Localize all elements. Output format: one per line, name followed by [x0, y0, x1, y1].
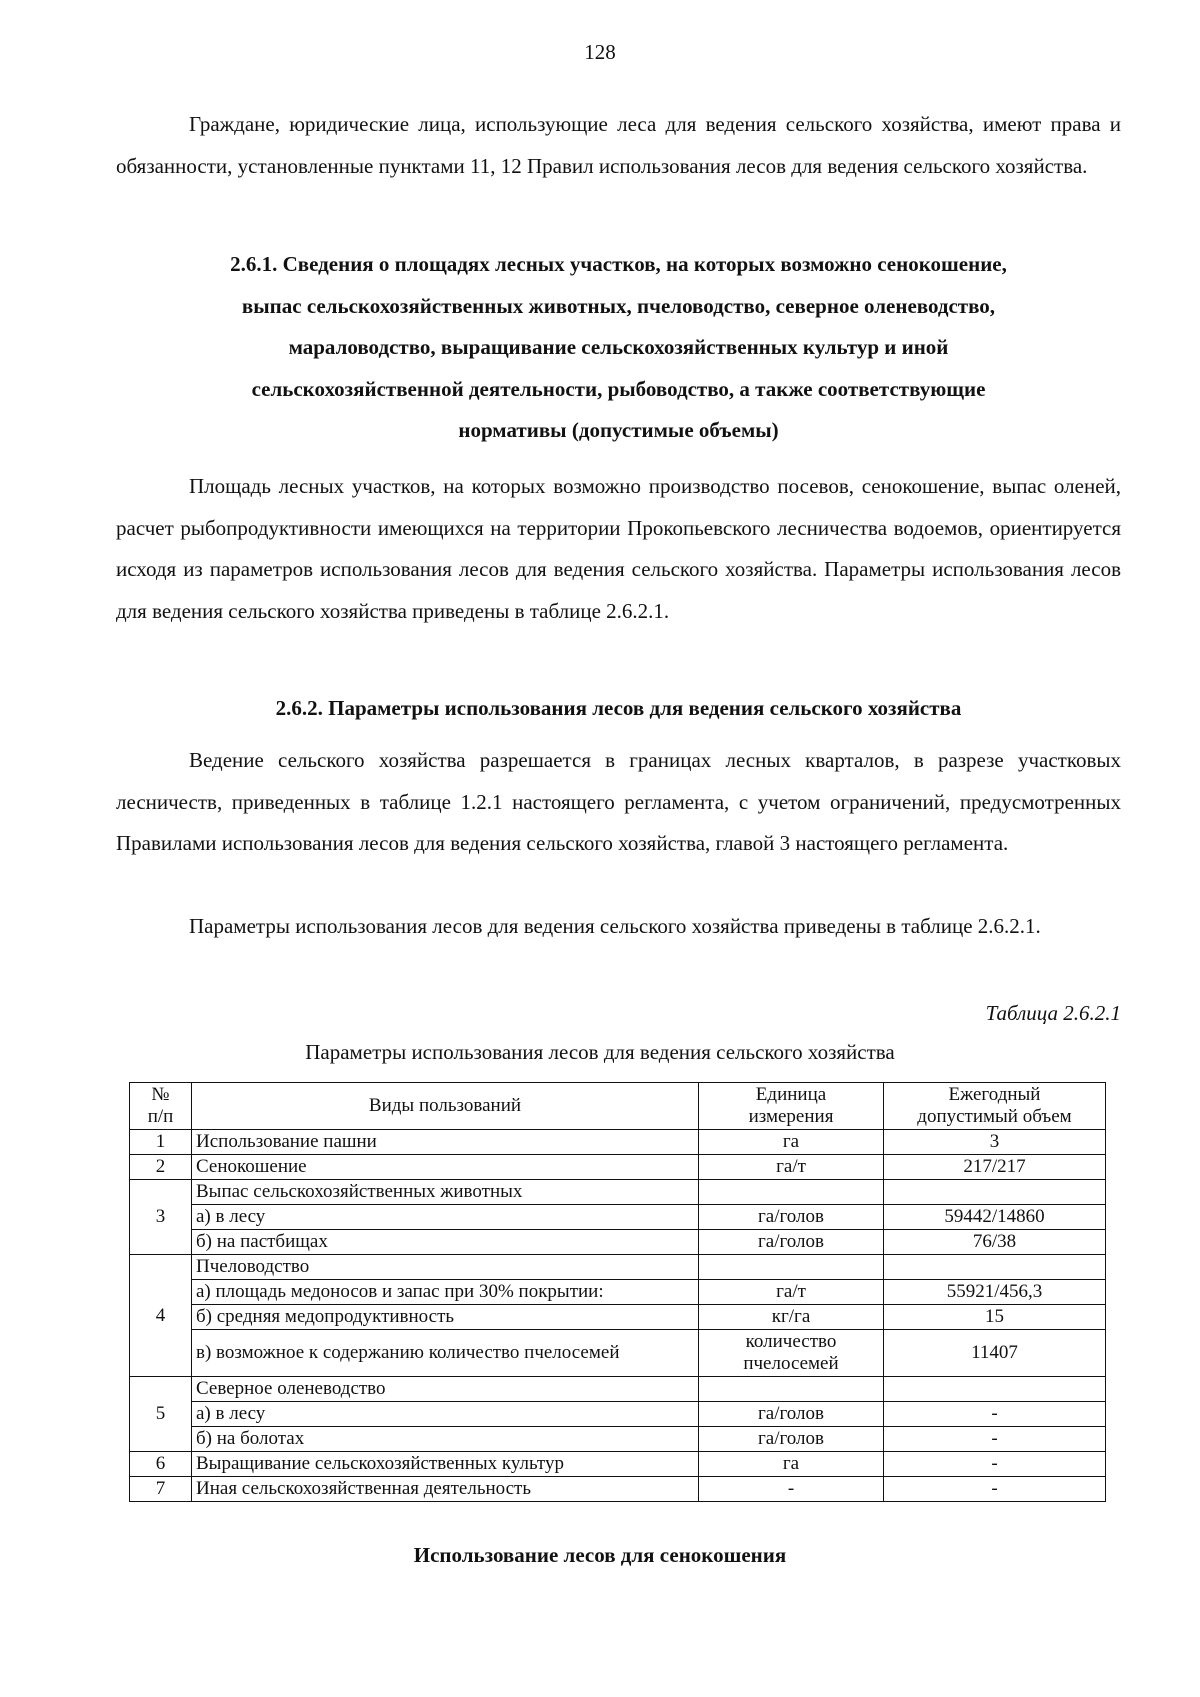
- cell-unit: -: [699, 1477, 884, 1502]
- cell-volume: -: [884, 1452, 1106, 1477]
- table-row: [130, 1427, 1106, 1452]
- header-num-line: п/п: [147, 1106, 174, 1127]
- table-row: [130, 1155, 1106, 1180]
- cell-num: 7: [130, 1477, 192, 1502]
- cell-volume: -: [884, 1427, 1106, 1452]
- cell-volume: 76/38: [884, 1230, 1106, 1255]
- cell-num: 6: [130, 1452, 192, 1477]
- cell-unit: га: [699, 1130, 884, 1155]
- heading-line: 2.6.1. Сведения о площадях лесных участков, на которых возможно сенокошение,: [230, 252, 1007, 276]
- header-volume-line: допустимый объем: [917, 1106, 1072, 1127]
- cell-volume: -: [884, 1477, 1106, 1502]
- cell-kind: а) в лесу: [192, 1402, 699, 1427]
- header-kind: Виды пользований: [192, 1083, 699, 1130]
- cell-volume: -: [884, 1402, 1106, 1427]
- page-number: 128: [584, 40, 616, 64]
- cell-unit: га/голов: [699, 1402, 884, 1427]
- cell-num: 2: [130, 1155, 192, 1180]
- header-unit-line: измерения: [748, 1106, 834, 1127]
- heading-line: мараловодство, выращивание сельскохозяйственных культур и иной: [288, 335, 949, 359]
- cell-volume: 3: [884, 1130, 1106, 1155]
- header-unit-line: Единица: [755, 1084, 827, 1105]
- section-2-6-2-paragraph-2: Параметры использования лесов для ведения сельского хозяйства приведены в таблице 2.6.2.1.: [189, 914, 1041, 938]
- cell-unit: га/голов: [699, 1205, 884, 1230]
- table-row: [130, 1330, 1106, 1377]
- cell-num: 5: [130, 1377, 192, 1452]
- header-unit: [699, 1083, 884, 1130]
- cell-num: 1: [130, 1130, 192, 1155]
- cell-kind: Использование пашни: [192, 1130, 699, 1155]
- table-row: [130, 1377, 1106, 1402]
- cell-kind: а) в лесу: [192, 1205, 699, 1230]
- cell-volume: 15: [884, 1305, 1106, 1330]
- cell-kind: б) средняя медопродуктивность: [192, 1305, 699, 1330]
- cell-kind: Северное оленеводство: [192, 1377, 699, 1402]
- header-volume-line: Ежегодный: [948, 1084, 1041, 1105]
- table-label: Таблица 2.6.2.1: [985, 1001, 1121, 1025]
- cell-num: 4: [130, 1255, 192, 1377]
- cell-unit: [699, 1255, 884, 1280]
- table-row: [130, 1255, 1106, 1280]
- cell-unit: [699, 1330, 884, 1377]
- cell-kind: б) на пастбищах: [192, 1230, 699, 1255]
- cell-volume: 55921/456,3: [884, 1280, 1106, 1305]
- table-row: [130, 1452, 1106, 1477]
- cell-kind: Сенокошение: [192, 1155, 699, 1180]
- heading-line: сельскохозяйственной деятельности, рыбоводство, а также соответствующие: [251, 376, 986, 401]
- cell-unit: га/голов: [699, 1230, 884, 1255]
- cell-unit: га/т: [699, 1280, 884, 1305]
- cell-volume: [884, 1180, 1106, 1205]
- table-title: Параметры использования лесов для ведения сельского хозяйства: [305, 1040, 895, 1064]
- intro-paragraph: Граждане, юридические лица, использующие леса для ведения сельского хозяйства, имеют права и обязанности, установленные пунктами 11, 12 Правил использования лесов для ведения сельского хозяйства.: [116, 112, 1121, 178]
- cell-unit: га/т: [699, 1155, 884, 1180]
- cell-kind: Иная сельскохозяйственная деятельность: [192, 1477, 699, 1502]
- table-row: [130, 1402, 1106, 1427]
- cell-volume: 59442/14860: [884, 1205, 1106, 1230]
- header-num-line: №: [151, 1084, 170, 1105]
- cell-unit: га/голов: [699, 1427, 884, 1452]
- cell-kind: Пчеловодство: [192, 1255, 699, 1280]
- cell-kind: б) на болотах: [192, 1427, 699, 1452]
- heading-line: выпас сельскохозяйственных животных, пчеловодство, северное оленеводство,: [241, 293, 996, 318]
- parameters-table: [129, 1082, 1106, 1502]
- cell-kind: Выпас сельскохозяйственных животных: [192, 1180, 699, 1205]
- table-header-row: [130, 1083, 1106, 1130]
- cell-volume: 11407: [884, 1330, 1106, 1377]
- cell-unit-line: пчелосемей: [743, 1353, 839, 1374]
- cell-unit: га: [699, 1452, 884, 1477]
- header-num: [130, 1083, 192, 1130]
- table-row: [130, 1130, 1106, 1155]
- section-2-6-2-heading: 2.6.2. Параметры использования лесов для ведения сельского хозяйства: [275, 696, 962, 720]
- cell-unit: [699, 1377, 884, 1402]
- cell-unit: [699, 1180, 884, 1205]
- cell-kind: Выращивание сельскохозяйственных культур: [192, 1452, 699, 1477]
- cell-volume: [884, 1377, 1106, 1402]
- table-row: [130, 1280, 1106, 1305]
- table-row: [130, 1305, 1106, 1330]
- cell-kind: в) возможное к содержанию количество пчелосемей: [192, 1330, 699, 1377]
- section-hay-heading: Использование лесов для сенокошения: [413, 1543, 787, 1567]
- table-row: [130, 1477, 1106, 1502]
- section-2-6-2-paragraph-1: Ведение сельского хозяйства разрешается в границах лесных кварталов, в разрезе участковых лесничеств, приведенных в таблице 1.2.1 настоящего регламента, с учетом ограничений, предусмотренных Правилами использования лесов для ведения сельского хозяйства, главой 3 настоящего регламента.: [116, 748, 1121, 855]
- table-row: [130, 1230, 1106, 1255]
- header-volume: [884, 1083, 1106, 1130]
- heading-line: нормативы (допустимые объемы): [458, 418, 779, 442]
- cell-volume: [884, 1255, 1106, 1280]
- cell-unit-line: количество: [745, 1331, 837, 1352]
- section-2-6-1-heading: [116, 244, 1121, 452]
- table-row: [130, 1180, 1106, 1205]
- cell-unit: кг/га: [699, 1305, 884, 1330]
- cell-kind: а) площадь медоносов и запас при 30% покрытии:: [192, 1280, 699, 1305]
- cell-num: 3: [130, 1180, 192, 1255]
- table-row: [130, 1205, 1106, 1230]
- section-2-6-1-paragraph: Площадь лесных участков, на которых возможно производство посевов, сенокошение, выпас оленей, расчет рыбопродуктивности имеющихся на территории Прокопьевского лесничества водоемов, ориентируется исходя из параметров использования лесов для ведения сельского хозяйства. Параметры использования лесов для ведения сельского хозяйства приведены в таблице 2.6.2.1.: [116, 474, 1121, 623]
- cell-volume: 217/217: [884, 1155, 1106, 1180]
